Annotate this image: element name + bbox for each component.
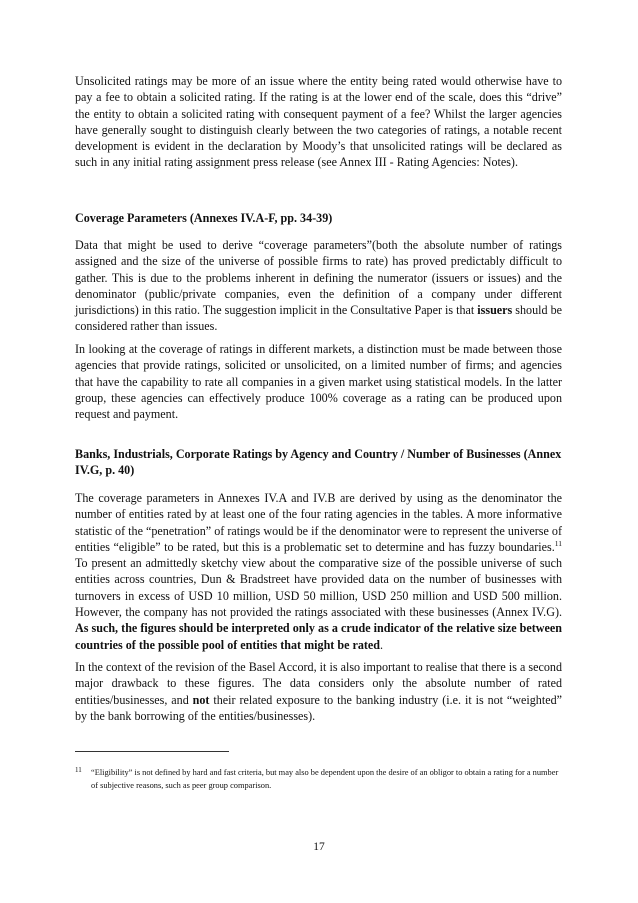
paragraph-coverage-markets: In looking at the coverage of ratings in different markets, a distinction must be made between those agencies that provide ratings, solicited or unsolicited, on a limited number of firms; and agencies that have the capability to rate all companies in a given market using statistical models. In the latter group, these agencies can effectively produce 100% coverage as a rating can be produced upon request and payment.	[75, 342, 562, 422]
paragraph-unsolicited-ratings: Unsolicited ratings may be more of an issue where the entity being rated would otherwise have to pay a fee to obtain a solicited rating. If the rating is at the lower end of the scale, does this “drive” the entity to obtain a solicited rating with consequent payment of a fee? Whilst the larger agencies have generally sought to distinguish clearly between the two categories of ratings, a notable recent development is evident in the declaration by Moody’s that unsolicited ratings will be declared as such in any initial rating assignment press release (see Annex III - Rating Agencies: Notes).	[75, 74, 562, 170]
footnote	[75, 767, 562, 792]
text-span: To present an admittedly sketchy view about the comparative size of the possible universe of such entities across countries, Dun & Bradstreet have provided data on the number of businesses with turnovers in excess of USD 10 million, USD 50 million, USD 250 million and USD 500 million. However, the company has not provided the ratings associated with these businesses (Annex IV.G).	[75, 556, 562, 620]
text-span: In the context of the revision of the Basel Accord, it is also important to realise that there is a second major drawback to these figures. The data considers only the absolute number of rated entities/businesses, and	[75, 660, 562, 707]
footnote-number: 11	[75, 766, 82, 774]
bold-span: not	[192, 692, 210, 707]
footnote-separator	[75, 751, 229, 752]
heading-coverage-parameters: Coverage Parameters (Annexes IV.A-F, pp. 34-39)	[75, 211, 333, 225]
text-span: Data that might be used to derive “coverage parameters”(both the absolute number of ratings assigned and the size of the universe of possible firms to rate) has proved predictably difficult to gather. This is due to the problems inherent in defining the numerator (issuers or issues) and the denominator (public/private companies, even the definition of a company under different jurisdictions) in this ratio. The suggestion implicit in the Consultative Paper is that	[75, 238, 562, 318]
paragraph-coverage-annexes	[75, 490, 562, 653]
footnote-reference[interactable]: 11	[554, 538, 562, 548]
text-span: should be considered rather than issues.	[75, 303, 562, 334]
bold-span: As such, the figures should be interpreted only as a crude indicator of the relative size between countries of the possible pool of entities that might be rated	[75, 621, 562, 652]
paragraph-basel-accord	[75, 659, 562, 724]
page-number: 17	[313, 841, 325, 853]
text-span: .	[380, 637, 384, 652]
footnote-text: “Eligibility” is not defined by hard and fast criteria, but may also be dependent upon the desire of an obligor to obtain a rating for a number of subjective reasons, such as peer group comparison.	[91, 768, 559, 790]
text-span: The coverage parameters in Annexes IV.A and IV.B are derived by using as the denominator the number of entities rated by at least one of the four rating agencies in the tables. A more informative statistic of the “penetration” of ratings would be if the denominator were to represent the universe of entities “eligible” to be rated, but this is a problematic set to determine and has fuzzy boundaries.	[75, 491, 562, 554]
paragraph-coverage-data	[75, 237, 562, 335]
bold-span: issuers	[477, 303, 513, 318]
heading-banks-industrials: Banks, Industrials, Corporate Ratings by Agency and Country / Number of Businesses (Annex IV.G, p. 40)	[75, 447, 562, 478]
text-span: their related exposure to the banking industry (i.e. it is not “weighted” by the bank borrowing of the entities/businesses).	[75, 692, 562, 723]
